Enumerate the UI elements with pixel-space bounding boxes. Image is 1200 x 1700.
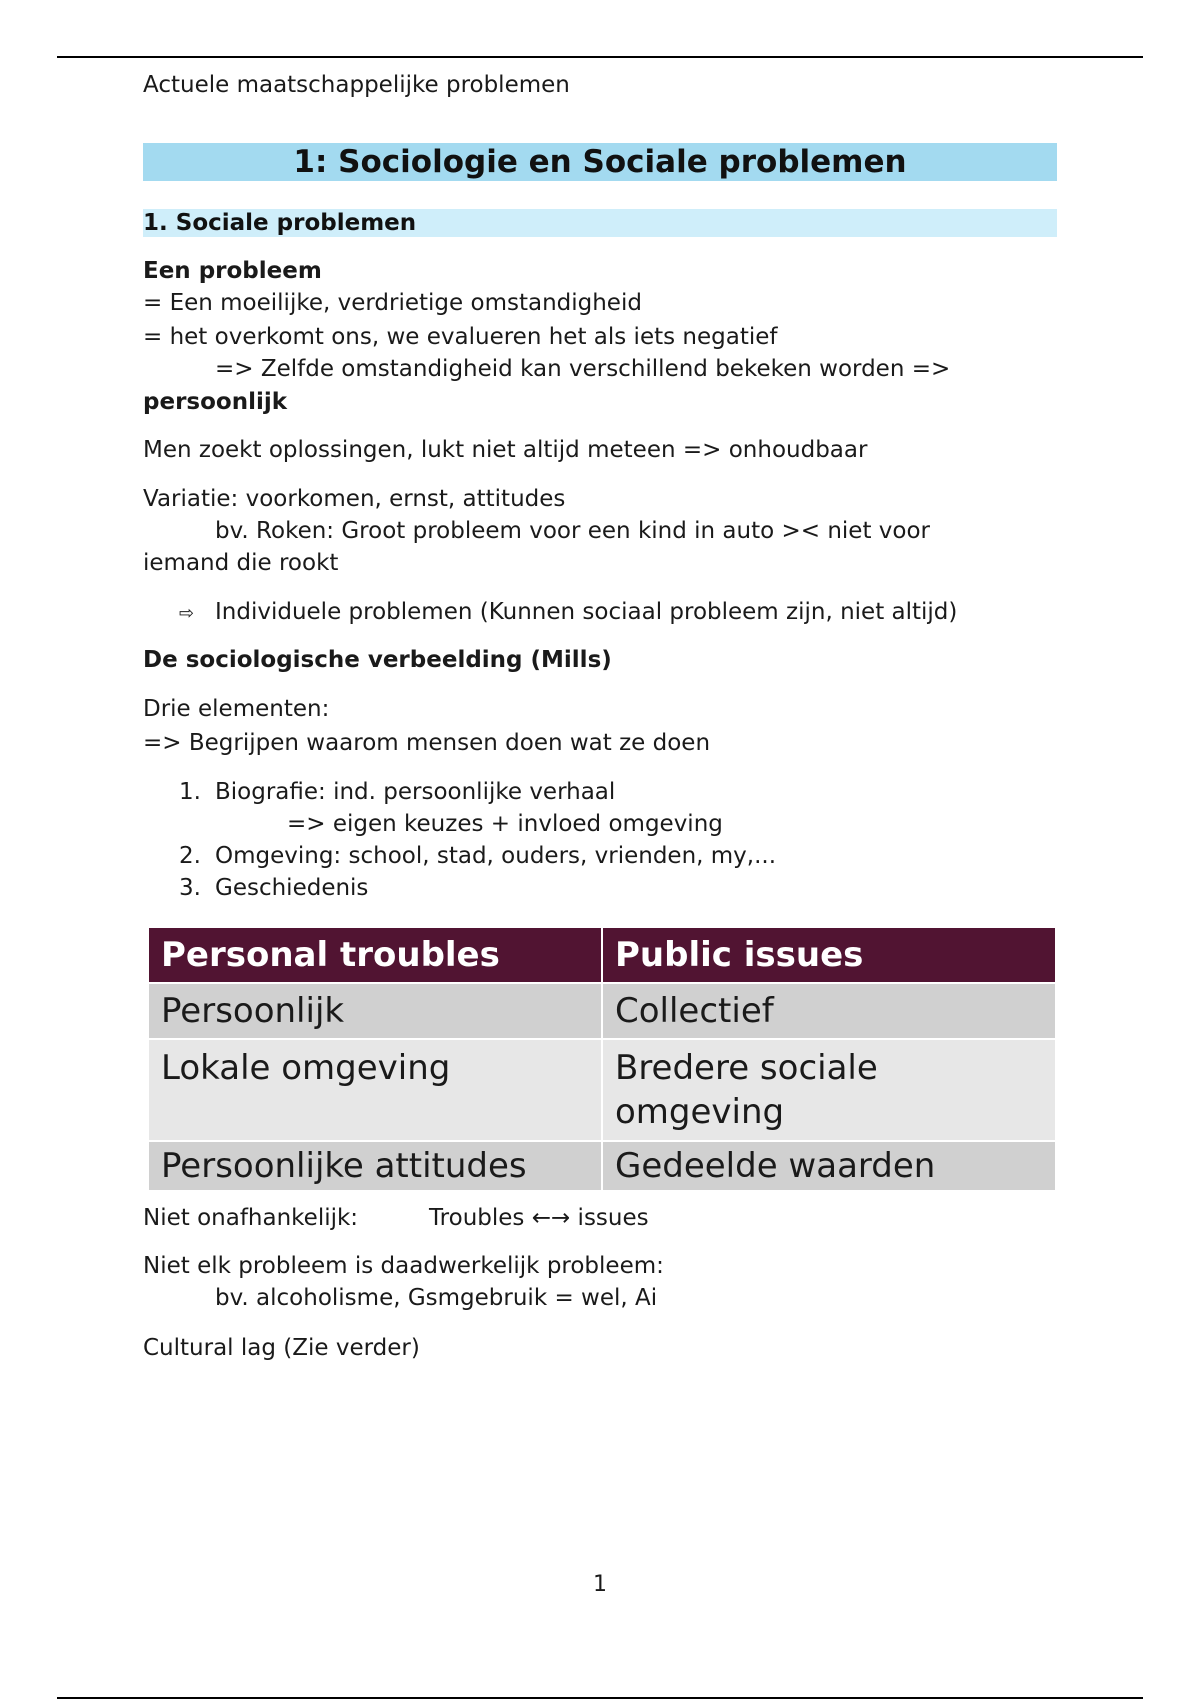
probleem-line-4: persoonlijk [143, 389, 288, 415]
arrow-list-item [179, 596, 957, 630]
probleem-line-2: = het overkomt ons, we evalueren het als iets negatief [143, 324, 778, 350]
list-text: Biografie: ind. persoonlijke verhaal [215, 779, 616, 805]
table-header-cell: Personal troubles [148, 927, 602, 983]
list-number: 3. [179, 875, 201, 901]
probleem-line-1: = Een moeilijke, verdrietige omstandigheid [143, 290, 642, 316]
verbeelding-intro-2: => Begrijpen waarom mensen doen wat ze doen [143, 730, 711, 756]
list-text: Geschiedenis [215, 875, 369, 901]
arrow-right-icon: ⇨ [179, 603, 195, 624]
example-line-2: iemand die rookt [143, 550, 339, 576]
list-item [179, 840, 776, 872]
elk-probleem-example: bv. alcoholisme, Gsmgebruik = wel, Ai [215, 1285, 658, 1311]
variatie-line: Variatie: voorkomen, ernst, attitudes [143, 486, 566, 512]
list-item [179, 872, 368, 904]
table-cell: Persoonlijke attitudes [148, 1141, 602, 1191]
elk-probleem-line: Niet elk probleem is daadwerkelijk probleem: [143, 1253, 664, 1279]
list-number: 1. [179, 779, 201, 805]
table-row [148, 1141, 1056, 1191]
page-number: 1 [593, 1572, 607, 1597]
course-title: Actuele maatschappelijke problemen [143, 72, 570, 98]
table-row [148, 983, 1056, 1039]
onafhankelijk-label: Niet onafhankelijk: [143, 1205, 359, 1231]
table-cell: Lokale omgeving [148, 1039, 602, 1141]
section-title: 1. Sociale problemen [143, 209, 1057, 237]
list-item [179, 776, 615, 808]
probleem-line-3: => Zelfde omstandigheid kan verschillend bekeken worden => [215, 356, 951, 382]
table-cell: Bredere sociale omgeving [602, 1039, 1056, 1141]
cultural-lag-line: Cultural lag (Zie verder) [143, 1335, 420, 1361]
verbeelding-heading: De sociologische verbeelding (Mills) [143, 647, 612, 673]
oplossingen-line: Men zoekt oplossingen, lukt niet altijd meteen => onhoudbaar [143, 437, 868, 463]
table-cell: Persoonlijk [148, 983, 602, 1039]
list-text: Omgeving: school, stad, ouders, vrienden, my,... [215, 843, 777, 869]
table-cell: Collectief [602, 983, 1056, 1039]
list-item-sub: => eigen keuzes + invloed omgeving [287, 811, 723, 837]
table-header-cell: Public issues [602, 927, 1056, 983]
arrow-list-text: Individuele problemen (Kunnen sociaal probleem zijn, niet altijd) [215, 599, 958, 625]
probleem-heading: Een probleem [143, 258, 322, 284]
verbeelding-intro-1: Drie elementen: [143, 696, 330, 722]
onafhankelijk-line [143, 1202, 649, 1234]
chapter-title: 1: Sociologie en Sociale problemen [143, 143, 1057, 181]
footer-rule [57, 1697, 1143, 1699]
table-header-row [148, 927, 1056, 983]
table-row [148, 1039, 1056, 1141]
list-number: 2. [179, 843, 201, 869]
table-cell: Gedeelde waarden [602, 1141, 1056, 1191]
header-rule [57, 56, 1143, 58]
troubles-issues-table [147, 926, 1057, 1192]
example-line-1: bv. Roken: Groot probleem voor een kind in auto >< niet voor [215, 518, 930, 544]
onafhankelijk-value: Troubles ←→ issues [429, 1205, 649, 1231]
